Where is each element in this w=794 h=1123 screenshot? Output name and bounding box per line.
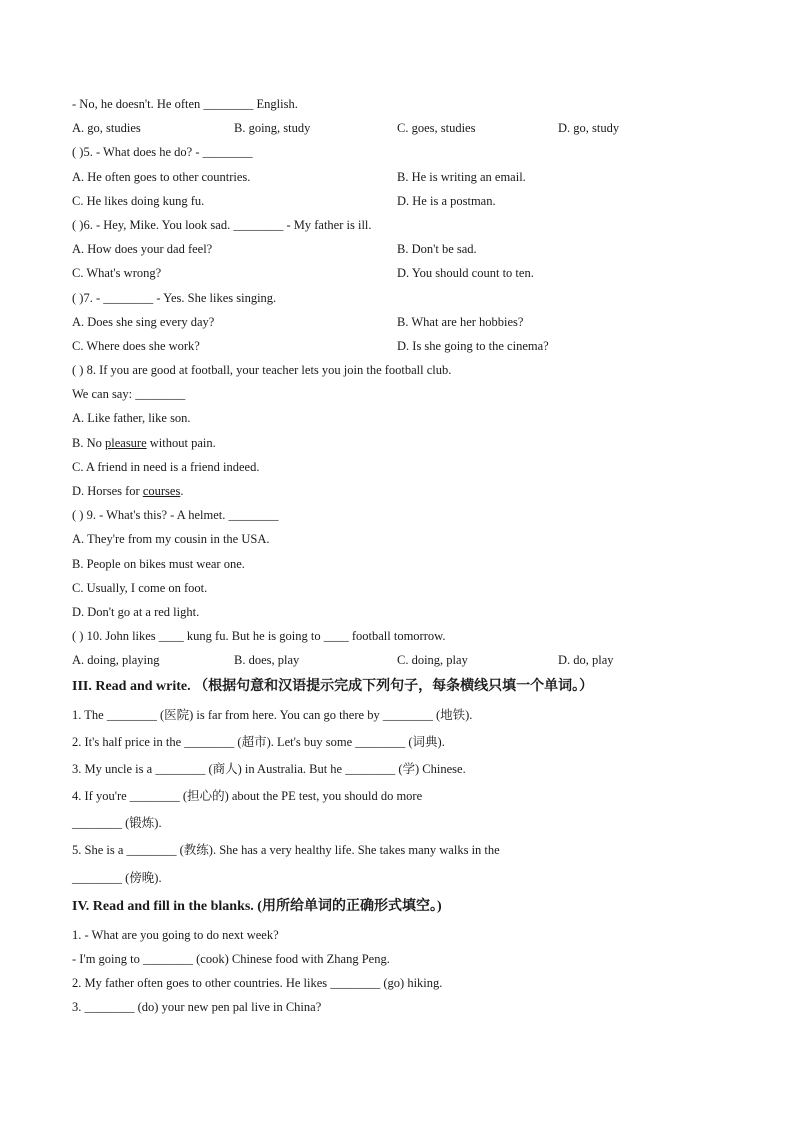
- q5-option-c: C. He likes doing kung fu.: [72, 193, 205, 208]
- q10-option-a: A. doing, playing: [72, 653, 160, 668]
- q5-options-row1: [72, 168, 732, 192]
- q9-stem: ( ) 9. - What's this? - A helmet. ________: [72, 508, 279, 523]
- q9-option-b: B. People on bikes must wear one.: [72, 556, 245, 571]
- q6-option-c: C. What's wrong?: [72, 266, 162, 281]
- q7-options-row1: [72, 313, 732, 337]
- q7-stem: ( )7. - ________ - Yes. She likes singing.: [72, 290, 277, 305]
- q9-option-c: C. Usually, I come on foot.: [72, 580, 208, 595]
- q8-option-d-suffix: .: [180, 484, 184, 498]
- q5-options-row2: [72, 192, 732, 216]
- q7-option-d: D. Is she going to the cinema?: [397, 338, 549, 353]
- q10-options: [72, 651, 732, 675]
- q4-option-d: D. go, study: [558, 121, 620, 136]
- q8-stem: ( ) 8. If you are good at football, your teacher lets you join the football club.: [72, 363, 452, 378]
- section-3-line-2: 2. It's half price in the ________ (超市). Let's buy some ________ (词典).: [72, 734, 445, 749]
- q4-option-c: C. goes, studies: [397, 121, 476, 136]
- q9-option-a: A. They're from my cousin in the USA.: [72, 532, 270, 547]
- q8-option-b-suffix: without pain.: [146, 435, 216, 450]
- q8-option-b-underlined: pleasure: [105, 435, 147, 450]
- q6-options-row2: [72, 264, 732, 288]
- q5-option-a: A. He often goes to other countries.: [72, 169, 251, 184]
- q8-option-a: A. Like father, like son.: [72, 411, 191, 426]
- q7-option-b: B. What are her hobbies?: [397, 314, 524, 329]
- q7-option-c: C. Where does she work?: [72, 338, 200, 353]
- q4-option-b: B. going, study: [234, 121, 311, 136]
- q10-option-d: D. do, play: [558, 653, 614, 668]
- section-3-line-5-continued: ________ (傍晚).: [72, 870, 162, 885]
- q5-stem: ( )5. - What does he do? - ________: [72, 145, 253, 160]
- q6-options-row1: [72, 240, 732, 264]
- section-4-line-3: 3. ________ (do) your new pen pal live in China?: [72, 1000, 322, 1015]
- q6-option-b: B. Don't be sad.: [397, 242, 477, 257]
- q4-option-a: A. go, studies: [72, 121, 141, 136]
- q8-option-d-underlined: courses: [142, 484, 181, 498]
- q8-option-c: C. A friend in need is a friend indeed.: [72, 459, 260, 474]
- worksheet-page: [72, 95, 732, 1023]
- q10-option-c: C. doing, play: [397, 653, 468, 668]
- section-3-line-3: 3. My uncle is a ________ (商人) in Australia. But he ________ (学) Chinese.: [72, 761, 466, 776]
- section-3-title: III. Read and write. （根据句意和汉语提示完成下列句子，每条横线只填一个单词。）: [72, 678, 594, 694]
- q6-option-a: A. How does your dad feel?: [72, 242, 213, 257]
- section-4-line-1: 1. - What are you going to do next week?: [72, 927, 279, 942]
- q10-option-b: B. does, play: [234, 653, 300, 668]
- q7-option-a: A. Does she sing every day?: [72, 314, 215, 329]
- section-4-line-2: 2. My father often goes to other countries. He likes ________ (go) hiking.: [72, 976, 443, 991]
- q7-options-row2: [72, 337, 732, 361]
- section-3-line-4-continued: ________ (锻炼).: [72, 816, 162, 831]
- q8-option-d-prefix: D. Horses for: [72, 484, 143, 498]
- q9-option-d: D. Don't go at a red light.: [72, 604, 200, 619]
- q8-option-b-prefix: B. No: [72, 435, 105, 450]
- q10-stem: ( ) 10. John likes ____ kung fu. But he is going to ____ football tomorrow.: [72, 629, 446, 644]
- q8-stem-continued: We can say: ________: [72, 387, 186, 402]
- section-4-line-1-answer: - I'm going to ________ (cook) Chinese food with Zhang Peng.: [72, 952, 390, 966]
- q6-option-d: D. You should count to ten.: [397, 266, 534, 281]
- q4-options: [72, 119, 732, 143]
- q6-stem: ( )6. - Hey, Mike. You look sad. ________ - My father is ill.: [72, 217, 372, 232]
- q8-option-b: [72, 434, 732, 458]
- section-3-line-4: 4. If you're ________ (担心的) about the PE test, you should do more: [72, 789, 423, 804]
- q5-option-b: B. He is writing an email.: [397, 169, 526, 184]
- section-3-line-1: 1. The ________ (医院) is far from here. You can go there by ________ (地铁).: [72, 707, 473, 722]
- section-4-title: IV. Read and fill in the blanks. (用所给单词的正确形式填空。): [72, 898, 442, 914]
- q8-option-d: [72, 482, 732, 506]
- section-3-line-5: 5. She is a ________ (教练). She has a very healthy life. She takes many walks in the: [72, 843, 500, 858]
- q4-answer-line: - No, he doesn't. He often ________ English.: [72, 97, 298, 111]
- q5-option-d: D. He is a postman.: [397, 193, 496, 208]
